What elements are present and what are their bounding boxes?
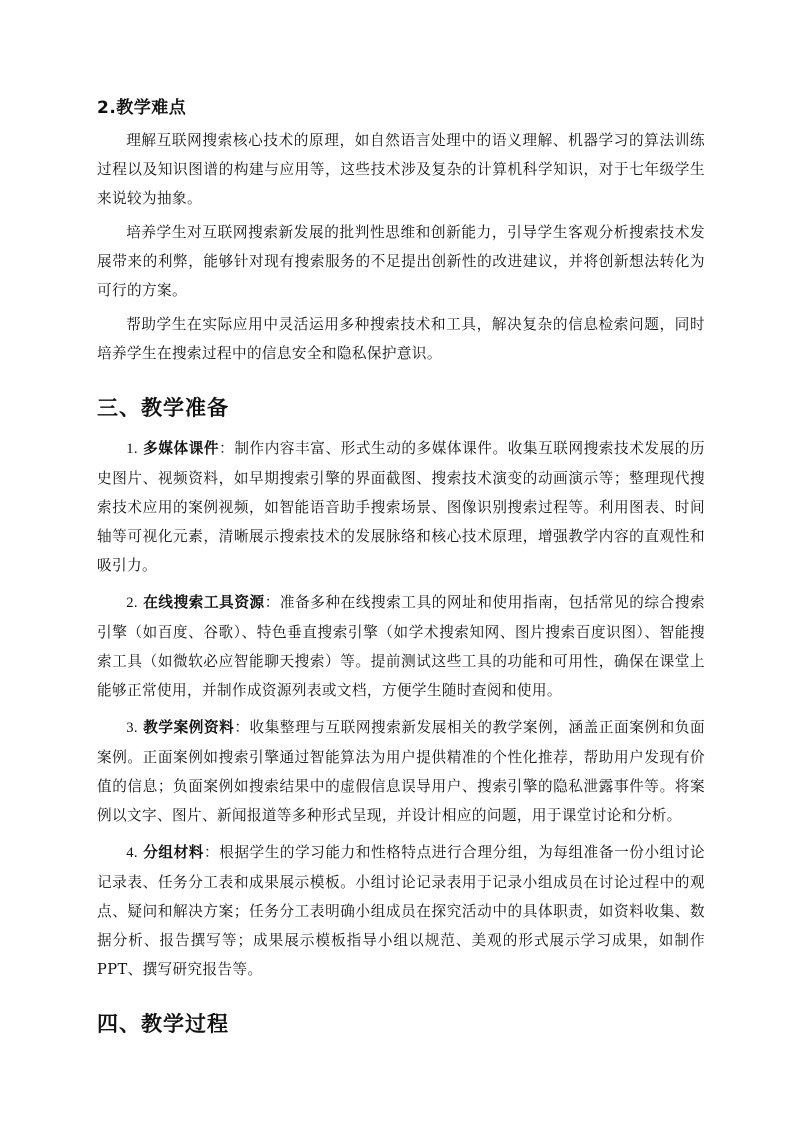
item-number: 1.	[126, 441, 138, 457]
preparation-item-search-tools	[97, 588, 705, 705]
item-number: 3.	[126, 720, 138, 736]
item-term: 在线搜索工具资源	[143, 594, 265, 611]
preparation-item-multimedia	[97, 434, 705, 580]
item-term: 分组材料	[143, 844, 204, 861]
difficulty-paragraph-3: 帮助学生在实际应用中灵活运用多种搜索技术和工具，解决复杂的信息检索问题，同时培养学生在搜索过程中的信息安全和隐私保护意识。	[97, 316, 705, 362]
item-text: ：准备多种在线搜索工具的网址和使用指南，包括常见的综合搜索引擎（如百度、谷歌）、特色垂直搜索引擎（如学术搜索知网、图片搜索百度识图）、智能搜索工具（如微软必应智能聊天搜索）等。提前测试这些工具的功能和可用性，确保在课堂上能够正常使用，并制作成资源列表或文档，方便学生随时查阅和使用。	[97, 594, 705, 699]
item-number: 4.	[126, 845, 138, 861]
document-body	[97, 94, 705, 1050]
item-term: 教学案例资料	[143, 719, 235, 736]
preparation-item-group-materials	[97, 838, 705, 984]
item-number: 2.	[126, 595, 138, 611]
process-heading: 四、教学过程	[97, 1012, 229, 1036]
difficulty-paragraph-1: 理解互联网搜索核心技术的原理，如自然语言处理中的语义理解、机器学习的算法训练过程以及知识图谱的构建与应用等，这些技术涉及复杂的计算机科学知识，对于七年级学生来说较为抽象。	[97, 132, 705, 207]
difficulty-heading: 2.教学难点	[97, 98, 187, 118]
difficulty-paragraph-2: 培养学生对互联网搜索新发展的批判性思维和创新能力，引导学生客观分析搜索技术发展带来的利弊，能够针对现有搜索服务的不足提出创新性的改进建议，并将创新想法转化为可行的方案。	[97, 224, 705, 299]
preparation-heading: 三、教学准备	[97, 396, 229, 420]
item-term: 多媒体课件	[143, 440, 220, 457]
item-text: ：根据学生的学习能力和性格特点进行合理分组，为每组准备一份小组讨论记录表、任务分工表和成果展示模板。小组讨论记录表用于记录小组成员在讨论过程中的观点、疑问和解决方案；任务分工表明确小组成员在探究活动中的具体职责，如资料收集、数据分析、报告撰写等；成果展示模板指导小组以规范、美观的形式展示学习成果，如制作 PPT、撰写研究报告等。	[97, 844, 706, 978]
item-text: ：制作内容丰富、形式生动的多媒体课件。收集互联网搜索技术发展的历史图片、视频资料，如早期搜索引擎的界面截图、搜索技术演变的动画演示等；整理现代搜索技术应用的案例视频，如智能语音助手搜索场景、图像识别搜索过程等。利用图表、时间轴等可视化元素，清晰展示搜索技术的发展脉络和核心技术原理，增强教学内容的直观性和吸引力。	[97, 440, 705, 574]
item-text: ：收集整理与互联网搜索新发展相关的教学案例，涵盖正面案例和负面案例。正面案例如搜索引擎通过智能算法为用户提供精准的个性化推荐，帮助用户发现有价值的信息；负面案例如搜索结果中的虚假信息误导用户、搜索引擎的隐私泄露事件等。将案例以文字、图片、新闻报道等多种形式呈现，并设计相应的问题，用于课堂讨论和分析。	[97, 719, 706, 824]
preparation-item-cases	[97, 713, 705, 830]
